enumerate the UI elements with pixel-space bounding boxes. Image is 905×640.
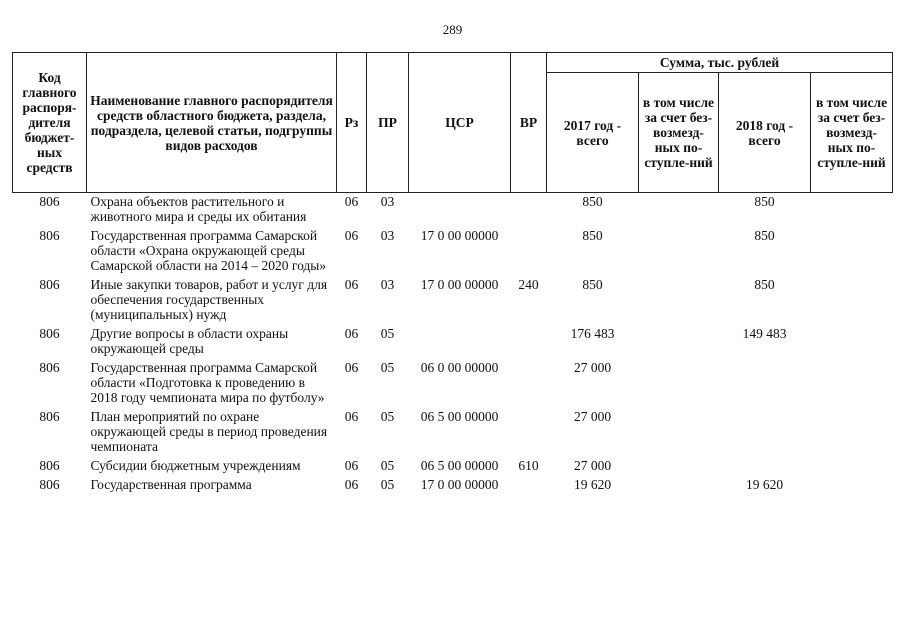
cell-csr: 17 0 00 00000 (420, 477, 499, 492)
cell-code: 806 (39, 458, 60, 473)
cell-2017-total: 27 000 (573, 409, 612, 424)
cell-code: 806 (39, 228, 60, 243)
cell-2018-grants (811, 457, 893, 476)
cell-2017-grants (639, 276, 719, 325)
cell-2018-grants (811, 227, 893, 276)
header-2017-grants: в том числе за счет без-возмезд-ных по-ступле-ний (639, 73, 719, 193)
cell-2017-grants (639, 359, 719, 408)
cell-name: Субсидии бюджетным учреждениям (90, 458, 301, 473)
cell-2017-total: 850 (582, 228, 603, 243)
cell-rz: 06 (344, 477, 359, 492)
cell-name: Охрана объектов растительного и животного мира и среды их обитания (90, 194, 307, 224)
page-number: 289 (442, 22, 463, 37)
cell-2018-grants (811, 325, 893, 359)
header-pr: ПР (367, 53, 409, 193)
cell-vr: 610 (518, 458, 539, 473)
cell-2017-grants (639, 193, 719, 228)
cell-code: 806 (39, 326, 60, 341)
cell-csr (409, 193, 511, 228)
header-vr: ВР (511, 53, 547, 193)
header-name: Наименование главного распорядителя средств областного бюджета, раздела, подраздела, целевой статьи, подгруппы видов расходов (87, 53, 337, 193)
table-row (13, 276, 893, 325)
cell-csr: 06 5 00 00000 (420, 458, 499, 473)
cell-2017-total: 19 620 (573, 477, 612, 492)
cell-2018-grants (811, 408, 893, 457)
table-row (13, 359, 893, 408)
cell-pr: 03 (380, 194, 395, 209)
cell-csr (409, 325, 511, 359)
cell-code: 806 (39, 277, 60, 292)
cell-rz: 06 (344, 360, 359, 375)
cell-rz: 06 (344, 409, 359, 424)
cell-code: 806 (39, 360, 60, 375)
cell-2018-total (719, 457, 811, 476)
cell-2018-grants (811, 359, 893, 408)
cell-vr (511, 227, 547, 276)
cell-2017-grants (639, 408, 719, 457)
cell-2018-total: 850 (754, 228, 775, 243)
table-row (13, 457, 893, 476)
cell-2018-total: 19 620 (745, 477, 784, 492)
cell-2018-total (719, 408, 811, 457)
cell-2018-total: 850 (754, 194, 775, 209)
cell-name: Государственная программа Самарской области «Охрана окружающей среды Самарской области на 2014 – 2020 годы» (90, 228, 327, 273)
cell-csr: 17 0 00 00000 (420, 277, 499, 292)
cell-name: Иные закупки товаров, работ и услуг для обеспечения государственных (муниципальных) нужд (90, 277, 328, 322)
cell-rz: 06 (344, 458, 359, 473)
cell-2017-total: 27 000 (573, 458, 612, 473)
cell-pr: 03 (380, 228, 395, 243)
cell-2018-grants (811, 476, 893, 495)
cell-pr: 05 (380, 326, 395, 341)
cell-2017-grants (639, 476, 719, 495)
cell-csr: 06 5 00 00000 (420, 409, 499, 424)
cell-csr: 06 0 00 00000 (420, 360, 499, 375)
cell-code: 806 (39, 194, 60, 209)
cell-rz: 06 (344, 194, 359, 209)
cell-vr (511, 359, 547, 408)
header-sum: Сумма, тыс. рублей (547, 53, 893, 73)
cell-2018-total: 149 483 (742, 326, 787, 341)
header-row-1 (13, 53, 893, 73)
cell-vr (511, 476, 547, 495)
cell-2017-grants (639, 457, 719, 476)
table-row (13, 476, 893, 495)
cell-2017-total: 850 (582, 277, 603, 292)
cell-2018-total: 850 (754, 277, 775, 292)
cell-name: План мероприятий по охране окружающей среды в период проведения чемпионата (90, 409, 328, 454)
cell-2017-total: 850 (582, 194, 603, 209)
cell-vr (511, 193, 547, 228)
cell-pr: 05 (380, 477, 395, 492)
header-2018-total: 2018 год - всего (719, 73, 811, 193)
cell-pr: 05 (380, 409, 395, 424)
cell-2017-grants (639, 325, 719, 359)
table-row (13, 193, 893, 228)
cell-rz: 06 (344, 277, 359, 292)
cell-2017-total: 176 483 (570, 326, 615, 341)
cell-rz: 06 (344, 326, 359, 341)
cell-vr (511, 408, 547, 457)
cell-vr (511, 325, 547, 359)
cell-2017-grants (639, 227, 719, 276)
budget-table (12, 52, 893, 495)
header-rz: Рз (337, 53, 367, 193)
header-2017-total: 2017 год - всего (547, 73, 639, 193)
table-row (13, 325, 893, 359)
cell-vr: 240 (518, 277, 539, 292)
header-csr: ЦСР (409, 53, 511, 193)
cell-2018-grants (811, 193, 893, 228)
cell-rz: 06 (344, 228, 359, 243)
table-row (13, 227, 893, 276)
cell-2017-total: 27 000 (573, 360, 612, 375)
cell-code: 806 (39, 409, 60, 424)
cell-name: Другие вопросы в области охраны окружающей среды (90, 326, 289, 356)
header-code: Код главного распоря-дителя бюджет-ных средств (13, 53, 87, 193)
cell-pr: 03 (380, 277, 395, 292)
cell-2018-total (719, 359, 811, 408)
cell-pr: 05 (380, 360, 395, 375)
cell-name: Государственная программа (90, 477, 252, 492)
header-2018-grants: в том числе за счет без-возмезд-ных по-ступле-ний (811, 73, 893, 193)
cell-2018-grants (811, 276, 893, 325)
cell-code: 806 (39, 477, 60, 492)
cell-csr: 17 0 00 00000 (420, 228, 499, 243)
table-row (13, 408, 893, 457)
cell-name: Государственная программа Самарской области «Подготовка к проведению в 2018 году чемпионата мира по футболу» (90, 360, 325, 405)
cell-pr: 05 (380, 458, 395, 473)
